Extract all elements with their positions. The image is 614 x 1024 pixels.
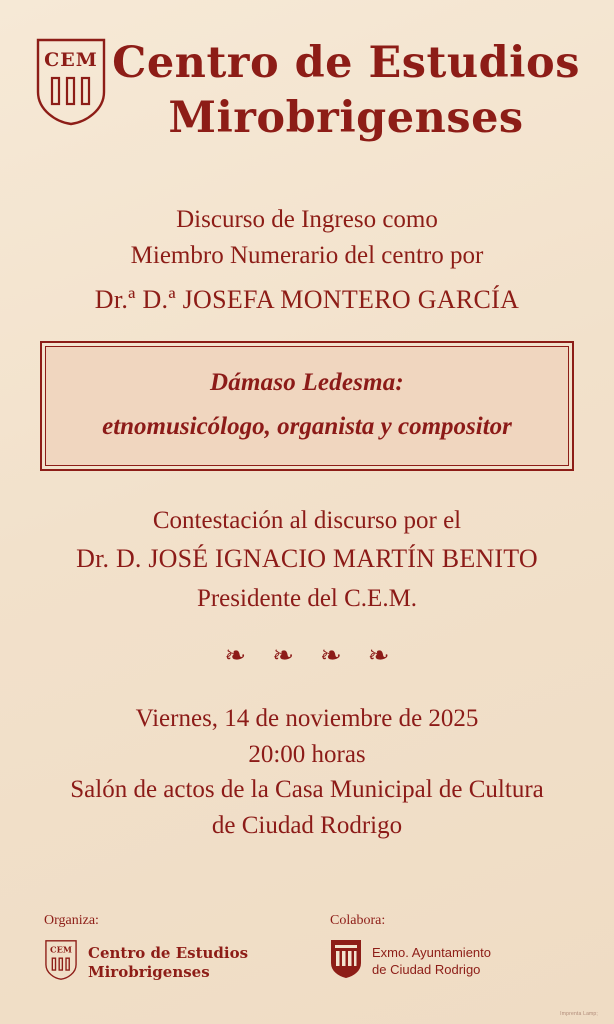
ornament-icon: ❧: [224, 641, 273, 672]
poster-footer: [0, 913, 614, 986]
responder-role: Presidente del C.E.M.: [196, 585, 418, 613]
institution-name-line1: Centro de Estudios: [112, 38, 580, 88]
svg-text:CEM: CEM: [50, 944, 72, 955]
collaborator-body: [330, 939, 570, 984]
ornament-divider: [0, 641, 614, 671]
collaborator-name: [372, 945, 491, 979]
ciudad-rodrigo-coat-of-arms-icon: [330, 939, 362, 984]
poster-header: [0, 0, 614, 146]
lecture-subtitle: etnomusicólogo, organista y compositor: [102, 413, 512, 441]
collaborator-block: [284, 913, 570, 986]
speaker-name: Dr.ª D.ª JOSEFA MONTERO GARCÍA: [94, 285, 520, 315]
event-date: Viernes, 14 de noviembre de 2025: [135, 705, 479, 733]
organizer-name-line-1: Centro de Estudios: [88, 943, 249, 962]
responder-name: Dr. D. JOSÉ IGNACIO MARTÍN BENITO: [76, 544, 538, 574]
lecture-title-box: [40, 341, 574, 471]
event-venue-line-1: Salón de actos de la Casa Municipal de Cultura: [70, 776, 544, 804]
ornament-icon: ❧: [272, 641, 320, 672]
institution-name-line2: Mirobrigenses: [168, 93, 524, 144]
collaborator-name-line-2: de Ciudad Rodrigo: [372, 961, 481, 977]
cem-crest-small-icon: [44, 939, 78, 986]
intro-line-1: Discurso de Ingreso como: [176, 206, 438, 234]
reply-line-1: Contestación al discurso por el: [152, 507, 462, 535]
intro-line-2: Miembro Numerario del centro por: [130, 241, 484, 269]
printer-credit: Imprenta Lamp;: [560, 1011, 598, 1017]
lecture-title-box-inner: [45, 346, 569, 466]
collaborator-name-line-1: Exmo. Ayuntamiento: [372, 944, 491, 960]
event-details: [0, 701, 614, 843]
organiza-label: Organiza:: [44, 913, 99, 928]
lecture-title: Dámaso Ledesma:: [210, 369, 404, 397]
organizer-name-line-2: Mirobrigenses: [88, 962, 210, 981]
reply-block: [0, 507, 614, 613]
organizer-block: [44, 913, 284, 986]
event-time: 20:00 horas: [248, 740, 366, 768]
event-venue-line-2: de Ciudad Rodrigo: [211, 811, 403, 839]
organizer-body: [44, 939, 284, 986]
ornament-icon: ❧: [367, 641, 416, 672]
organizer-name: [88, 944, 248, 982]
intro-block: [0, 202, 614, 315]
svg-text:CEM: CEM: [44, 49, 98, 71]
page-title: [98, 36, 594, 146]
colabora-label: Colabora:: [330, 913, 386, 928]
cem-crest-icon: [34, 36, 108, 128]
ornament-icon: ❧: [320, 641, 368, 672]
